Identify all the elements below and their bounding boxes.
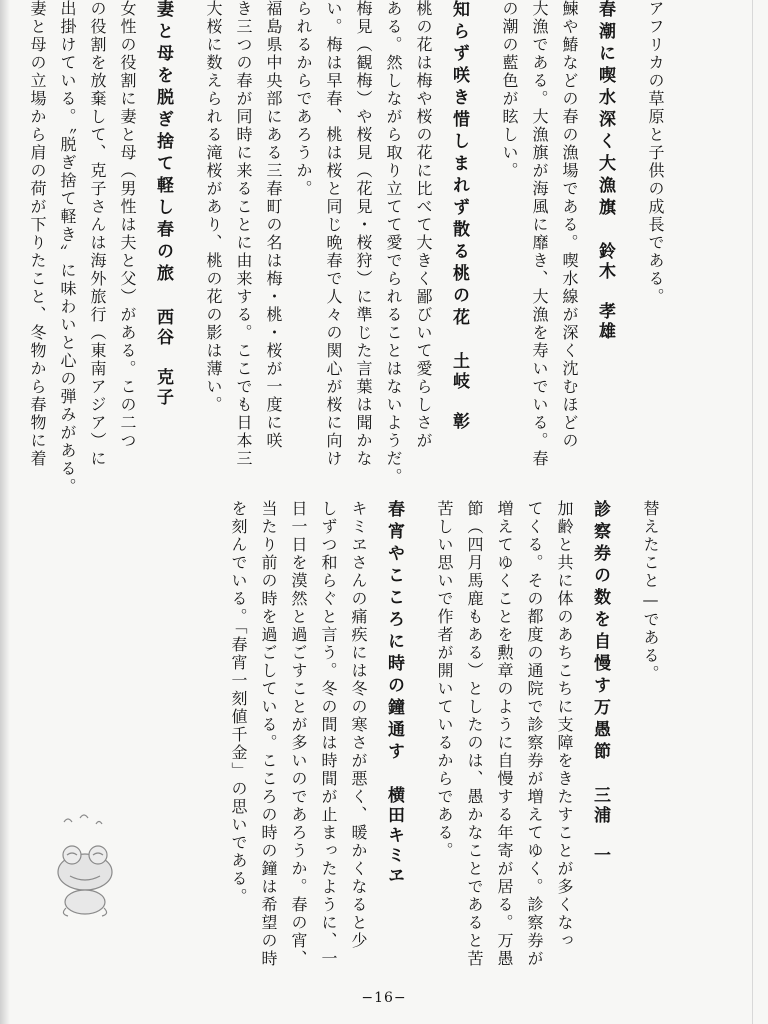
poem-block-2 — [198, 0, 480, 490]
commentary-line: 節（四月馬鹿もある）としたのは、愚かなことであると苦 — [465, 500, 484, 968]
top-section — [20, 0, 670, 496]
commentary-line: 苦しい思いで作者が開いているからである。 — [435, 500, 454, 860]
commentary-line: 梅見（観梅）や桜見（花見・桜狩）に準じた言葉は聞かな — [354, 0, 373, 468]
commentary-line: 妻と母の立場から肩の荷が下りたこと、冬物から春物に着 — [28, 0, 47, 468]
commentary-line: 福島県中央部にある三春町の名は梅・桃・桜が一度に咲 — [264, 0, 283, 450]
commentary-line: 大漁である。大漁旗が海風に靡き、大漁を寿いでいる。春 — [530, 0, 549, 468]
commentary-line: 増えてゆくことを勲章のように自慢する年寄が居る。万愚 — [495, 500, 514, 968]
commentary-line: 出掛けている。〝脱ぎ捨て軽き〟に味わいと心の弾みがある。 — [58, 0, 77, 496]
poem-title: 春潮に喫水深く大漁旗鈴木 孝雄 — [595, 0, 615, 342]
commentary-line: の潮の藍色が眩しい。 — [500, 0, 519, 180]
commentary-line: き三つの春が同時に来ることに由来する。ここでも日本三 — [234, 0, 253, 468]
scan-margin-shadow — [0, 0, 10, 1024]
poem-block-5 — [223, 500, 415, 968]
commentary-line: い。梅は早春、桃は桜と同じ晩春で人々の関心が桜に向け — [324, 0, 343, 468]
commentary-line: られるからであろうか。 — [294, 0, 313, 198]
poem-block-1 — [494, 0, 626, 490]
commentary-line: 桃の花は梅や桜の花に比べて大きく鄙びいて愛らしさが — [414, 0, 433, 450]
commentary-line: 日一日を漠然と過ごすことが多いのであろうか。春の宵、 — [289, 500, 308, 968]
commentary-line: 加齢と共に体のあちこちに支障をきたすことが多くなっ — [555, 500, 574, 950]
poem-title: 知らず咲き惜しまれず散る桃の花土岐 彰 — [449, 0, 469, 432]
page-number: −16− — [361, 990, 407, 1006]
commentary-line: 当たり前の時を過ごしている。こころの時の鐘は希望の時 — [259, 500, 278, 968]
poem-title: 妻と母を脱ぎ捨て軽し春の旅西谷 克子 — [153, 0, 173, 408]
commentary-line: 鰊や鰆などの春の漁場である。喫水線が深く沈むほどの — [560, 0, 579, 450]
commentary-line: の役割を放棄して、克子さんは海外旅行（東南アジア）に — [88, 0, 107, 468]
commentary-line: 女性の役割に妻と母（男性は夫と父）がある。この二つ — [118, 0, 137, 450]
commentary-line: を刻んでいる。「春宵一刻値千金」の思いである。 — [229, 500, 248, 906]
commentary-line: ある。然しながら取り立てて愛でられることはないようだ。 — [384, 0, 403, 486]
continuation-line: 替えたこと—である。 — [641, 500, 660, 683]
poem-title: 診察券の数を自慢す万愚節三浦 一 — [590, 500, 610, 866]
commentary-line: 大桜に数えられる滝桜があり、桃の花の影は薄い。 — [204, 0, 223, 414]
poem-block-3 — [22, 0, 184, 496]
commentary-line: しずつ和らぐと言う。冬の間は時間が止まったように、一 — [319, 500, 338, 968]
poem-title: 春宵やこころに時の鐘通す横田キミヱ — [384, 500, 404, 886]
bottom-section — [215, 500, 665, 968]
frog-illustration-icon — [50, 810, 120, 920]
page-edge — [752, 0, 753, 1024]
commentary-line: キミヱさんの痛疾には冬の寒さが悪く、暖かくなると少 — [349, 500, 368, 950]
commentary-line: てくる。その都度の通院で診察券が増えてゆく。診察券が — [525, 500, 544, 968]
continuation-line: アフリカの草原と子供の成長である。 — [646, 0, 665, 306]
poem-block-4 — [429, 500, 621, 968]
